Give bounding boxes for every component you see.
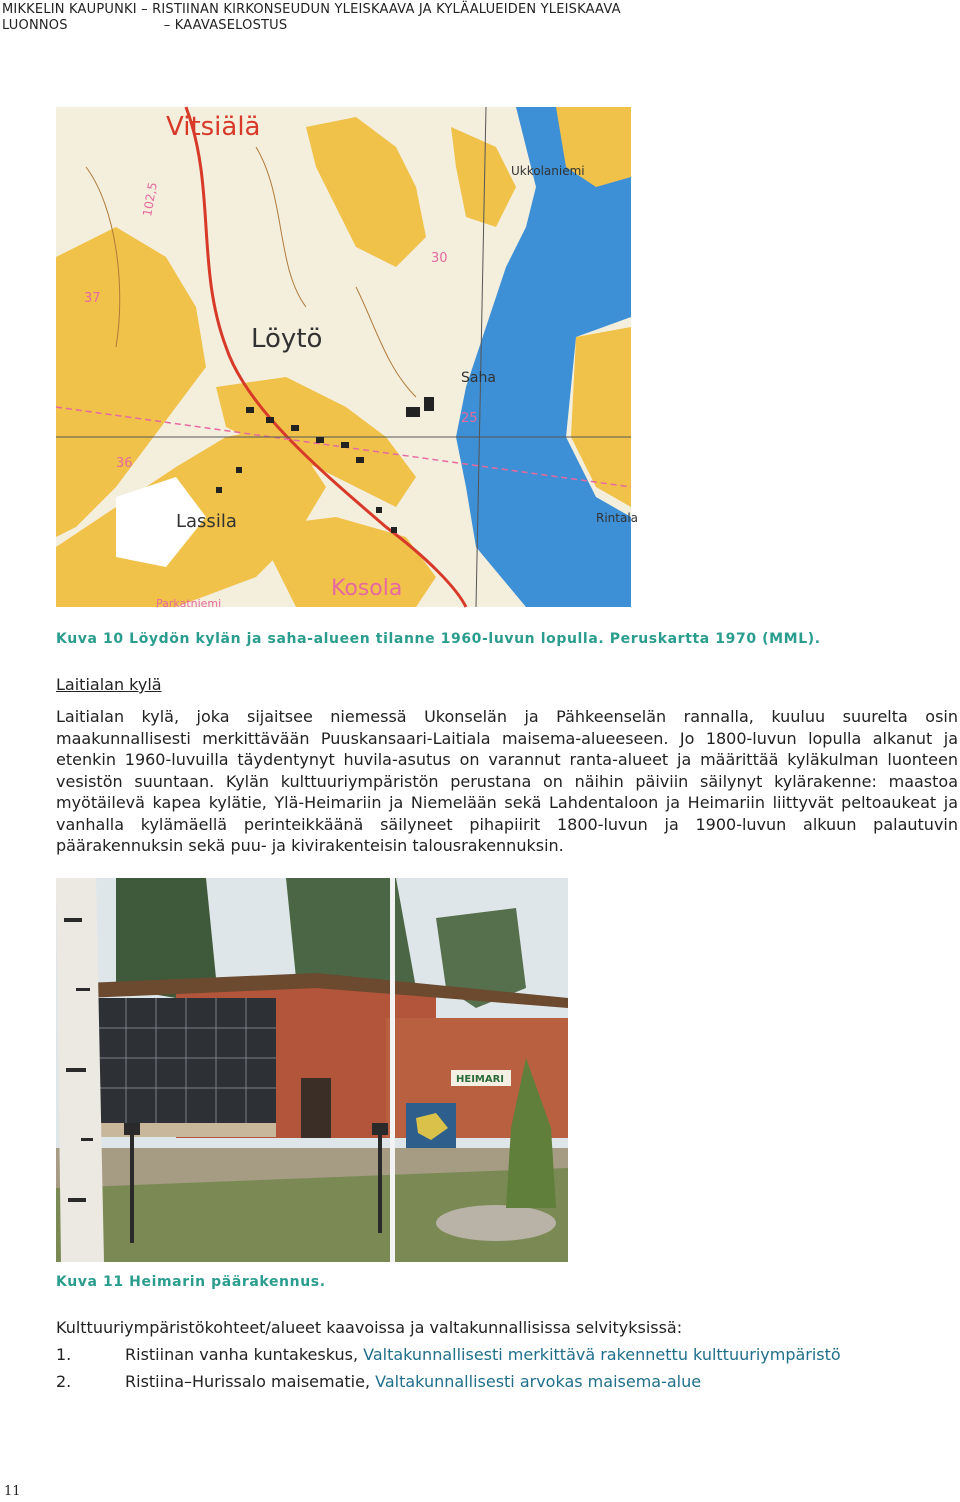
map-drawing	[56, 107, 639, 610]
list-item	[56, 1372, 701, 1391]
map-label-saha: Saha	[461, 370, 496, 386]
list-heading: Kulttuuriympäristökohteet/alueet kaavoissa ja valtakunnallisissa selvityksissä:	[56, 1318, 683, 1337]
map-label-parkatniemi: Parkatniemi	[156, 597, 222, 610]
list-item-number: 2.	[56, 1372, 72, 1391]
map-number-25: 25	[461, 411, 478, 426]
figure-11-caption: Kuva 11 Heimarin päärakennus.	[56, 1274, 326, 1290]
map-number-37: 37	[84, 291, 101, 306]
heimari-building-photo	[56, 878, 568, 1262]
list-item-text: Ristiina–Hurissalo maisematie,	[125, 1372, 376, 1391]
list-item-text: Ristiinan vanha kuntakeskus,	[125, 1345, 364, 1364]
header-doc-type: – KAAVASELOSTUS	[163, 18, 288, 33]
map-label-rintala: Rintala	[596, 511, 639, 525]
header-status: LUONNOS	[2, 18, 68, 33]
page-number: 11	[4, 1484, 21, 1499]
figure-10-caption: Kuva 10 Löydön kylän ja saha-alueen tilanne 1960-luvun lopulla. Peruskartta 1970 (MML).	[56, 631, 821, 647]
list-item-link[interactable]: Valtakunnallisesti arvokas maisema-alue	[375, 1372, 702, 1391]
map-number-elevation: 102,5	[140, 181, 160, 218]
heimari-sign: HEIMARI	[456, 1074, 505, 1085]
document-header-line1: MIKKELIN KAUPUNKI – RISTIINAN KIRKONSEUDUN YLEISKAAVA JA KYLÄALUEIDEN YLEISKAAVA	[2, 2, 621, 17]
map-label-ukkoniemi: Ukkolaniemi	[511, 164, 585, 178]
base-map-figure	[56, 107, 639, 610]
map-label-loyto: Löytö	[251, 324, 323, 354]
map-label-kosola: Kosola	[331, 576, 403, 601]
photo-drawing	[56, 878, 568, 1262]
map-number-30: 30	[431, 251, 448, 266]
body-paragraph: Laitialan kylä, joka sijaitsee niemessä Ukonselän ja Pähkeenselän rannalla, kuuluu suurelta osin maakunnallisesti merkittävään Puuskansaari-Laitiala maisema-alueeseen. Jo 1800-luvun lopulla alkanut ja etenkin 1960-luvuilla täydentynyt huvila-asutus on varannut ranta-alueet ja määrittää kyläkulman luonteen vesistön suuntaan. Kylän kulttuuriympäristön perustana on näihin päiviin säilynyt kylärakenne: maastoa myötäilevä kapea kylätie, Ylä-Heimariin ja Niemelään sekä Lahdentaloon ja Heimariin liittyvät peltoaukeat ja vanhalla kylämäellä perinteikkäänä säilyneet pihapiirit 1800-luvun ja 1900-luvun alkuun palautuvin päärakennuksin sekä puu- ja kivirakenteisin talousrakennuksin.	[56, 707, 958, 855]
map-number-36: 36	[116, 456, 133, 471]
list-item	[56, 1345, 841, 1364]
list-item-link[interactable]: Valtakunnallisesti merkittävä rakennettu kulttuuriympäristö	[363, 1345, 841, 1364]
map-label-lassila: Lassila	[176, 511, 237, 532]
section-heading: Laitialan kylä	[56, 675, 162, 694]
list-item-number: 1.	[56, 1345, 72, 1364]
document-header-line2	[2, 18, 287, 33]
map-label-vitsiala: Vitsiälä	[166, 112, 261, 142]
